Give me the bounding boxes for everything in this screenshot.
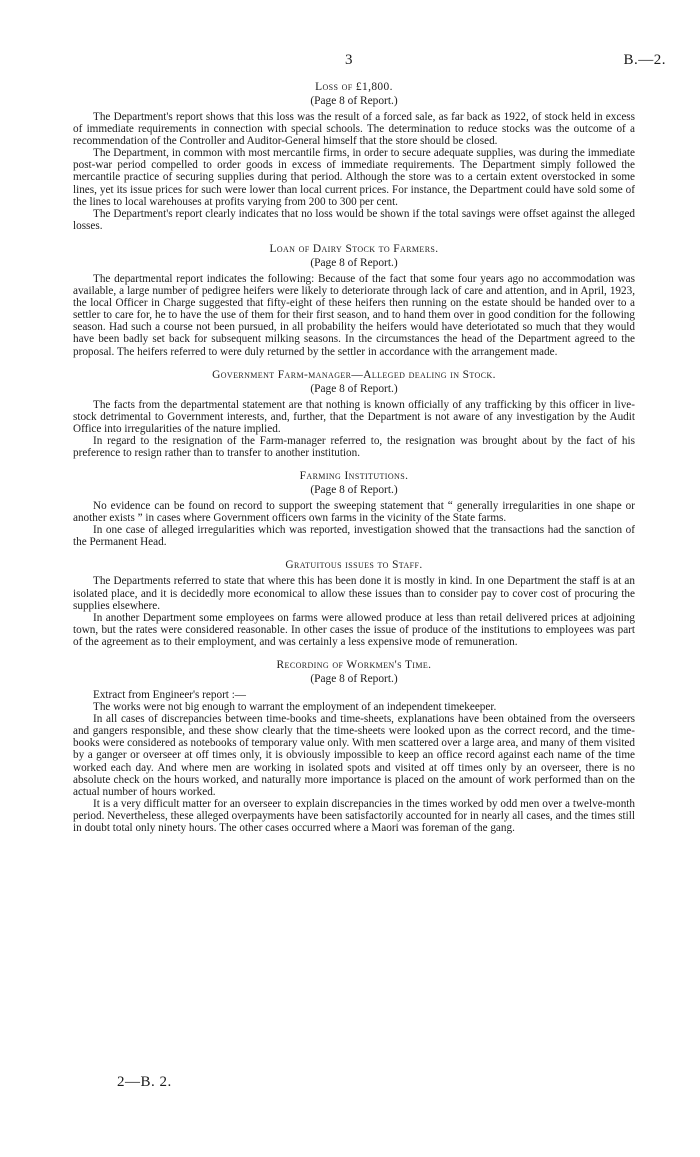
section-title: Government Farm-manager—Alleged dealing in Stock. (212, 368, 496, 381)
section-gratuitous-issues (73, 558, 635, 648)
section-subtitle: (Page 8 of Report.) (310, 484, 398, 497)
section-workmens-time (73, 658, 635, 834)
document-reference: B.—2. (623, 52, 666, 68)
section-title: Farming Institutions. (299, 470, 409, 483)
section-dairy-stock (73, 242, 635, 358)
paragraph: The Department, in common with most mercantile firms, in order to secure adequate supplies, was during the immediate post-war period compelled to order goods in excess of immediate requirements. The Department simply followed the mercantile practice of securing supplies during that period. Although the store was to a certain extent overstocked in some lines, yet its issue prices for such were lower than local current prices. For instance, the Department could have sold some of the lines to local warehouses at profits varying from 200 to 300 per cent. (73, 147, 635, 208)
section-loss (73, 80, 635, 232)
section-subtitle: (Page 8 of Report.) (310, 256, 398, 269)
section-title: Gratuitous issues to Staff. (285, 559, 423, 572)
paragraph: The Departments referred to state that where this has been done it is mostly in kind. In one Department the staff is at an isolated place, and it is decidedly more economical to allow these issues than to consider pay to cover cost of procuring the supplies elsewhere. (73, 575, 635, 612)
paragraph: In regard to the resignation of the Farm-manager referred to, the resignation was brought about by the fact of his preference to resign rather than to transfer to another institution. (73, 434, 635, 459)
signature-reference: 2—B. 2. (117, 1074, 172, 1090)
paragraph: In another Department some employees on farms were allowed produce at less than retail delivered prices at adjoining town, but the rates were considered reasonable. In other cases the issue of produce of the institutions to employees was part of the agreement as to their employment, and was certainly a less expensive mode of remuneration. (73, 611, 635, 648)
section-subtitle: (Page 8 of Report.) (310, 382, 398, 395)
section-farm-manager (73, 368, 635, 459)
paragraph: The Department's report shows that this loss was the result of a forced sale, as far back as 1922, of stock held in excess of immediate requirements in connection with special schools. The determination to reduce stocks was the outcome of a recommendation of the Controller and Auditor-General himself that the store should be closed. (73, 111, 635, 148)
page-number: 3 (345, 52, 353, 68)
paragraph: The works were not big enough to warrant the employment of an independent timekeeper. (93, 701, 497, 714)
section-title: Recording of Workmen's Time. (276, 659, 432, 671)
paragraph: In one case of alleged irregularities which was reported, investigation showed that the transactions had the sanction of the Permanent Head. (73, 524, 635, 549)
paragraph: The facts from the departmental statement are that nothing is known officially of any trafficking by this officer in live-stock detrimental to Government interests, and, further, that the Department is not aware of any investigation by the Audit Office into irregularities of the nature implied. (73, 398, 635, 435)
page-header (0, 52, 700, 72)
paragraph: In all cases of discrepancies between time-books and time-sheets, explanations have been obtained from the overseers and gangers responsible, and these show clearly that the time-sheets were looked upon as the correct record, and the time-books were considered as notebooks of temporary value only. With men scattered over a large area, and many of them visited by a ganger or overseer at off times only, it is obviously impossible to keep an office record against each name of the time worked each day. And where men are working in isolated spots and visited at off times only by an overseer, there is no absolute check on the hours worked, and naturally more importance is placed on the amount of work performed than on the actual number of hours worked. (73, 713, 635, 798)
paragraph: No evidence can be found on record to support the sweeping statement that “ generally irregularities in one shape or another exists ” in cases where Government officers own farms in the vicinity of the State farms. (73, 500, 635, 525)
section-farming-institutions (73, 469, 635, 548)
paragraph: The departmental report indicates the following: Because of the fact that some four years ago no accommodation was available, a large number of pedigree heifers were likely to deteriorate through lack of care and attention, and in April, 1923, the local Officer in Charge suggested that fifty-eight of these heifers then running on the estate should be handed over to a settler to care for, he to have the use of them for their first season, and to hand them over in good condition for the following season. Had such a course not been pursued, in all probability the heifers would have deteriotated so much that they would have been badly set back for subsequent milking seasons. In the circumstances the head of the Department agreed to the proposal. The heifers referred to were duly returned by the settler in accordance with the arrangement made. (73, 272, 635, 358)
document-body (73, 80, 635, 834)
section-subtitle: (Page 8 of Report.) (310, 673, 398, 685)
section-title: Loss of £1,800. (315, 81, 393, 93)
paragraph: It is a very difficult matter for an overseer to explain discrepancies in the times worked by odd men over a twelve-month period. Nevertheless, these alleged overpayments have been satisfactorily accounted for in nearly all cases, and the times still in doubt total only ninety hours. The other cases occurred where a Maori was foreman of the gang. (73, 797, 635, 835)
paragraph: The Department's report clearly indicates that no loss would be shown if the total savings were offset against the alleged losses. (73, 207, 635, 232)
section-title: Loan of Dairy Stock to Farmers. (269, 242, 439, 255)
paragraph: Extract from Engineer's report :— (93, 689, 246, 701)
section-subtitle: (Page 8 of Report.) (310, 95, 398, 107)
